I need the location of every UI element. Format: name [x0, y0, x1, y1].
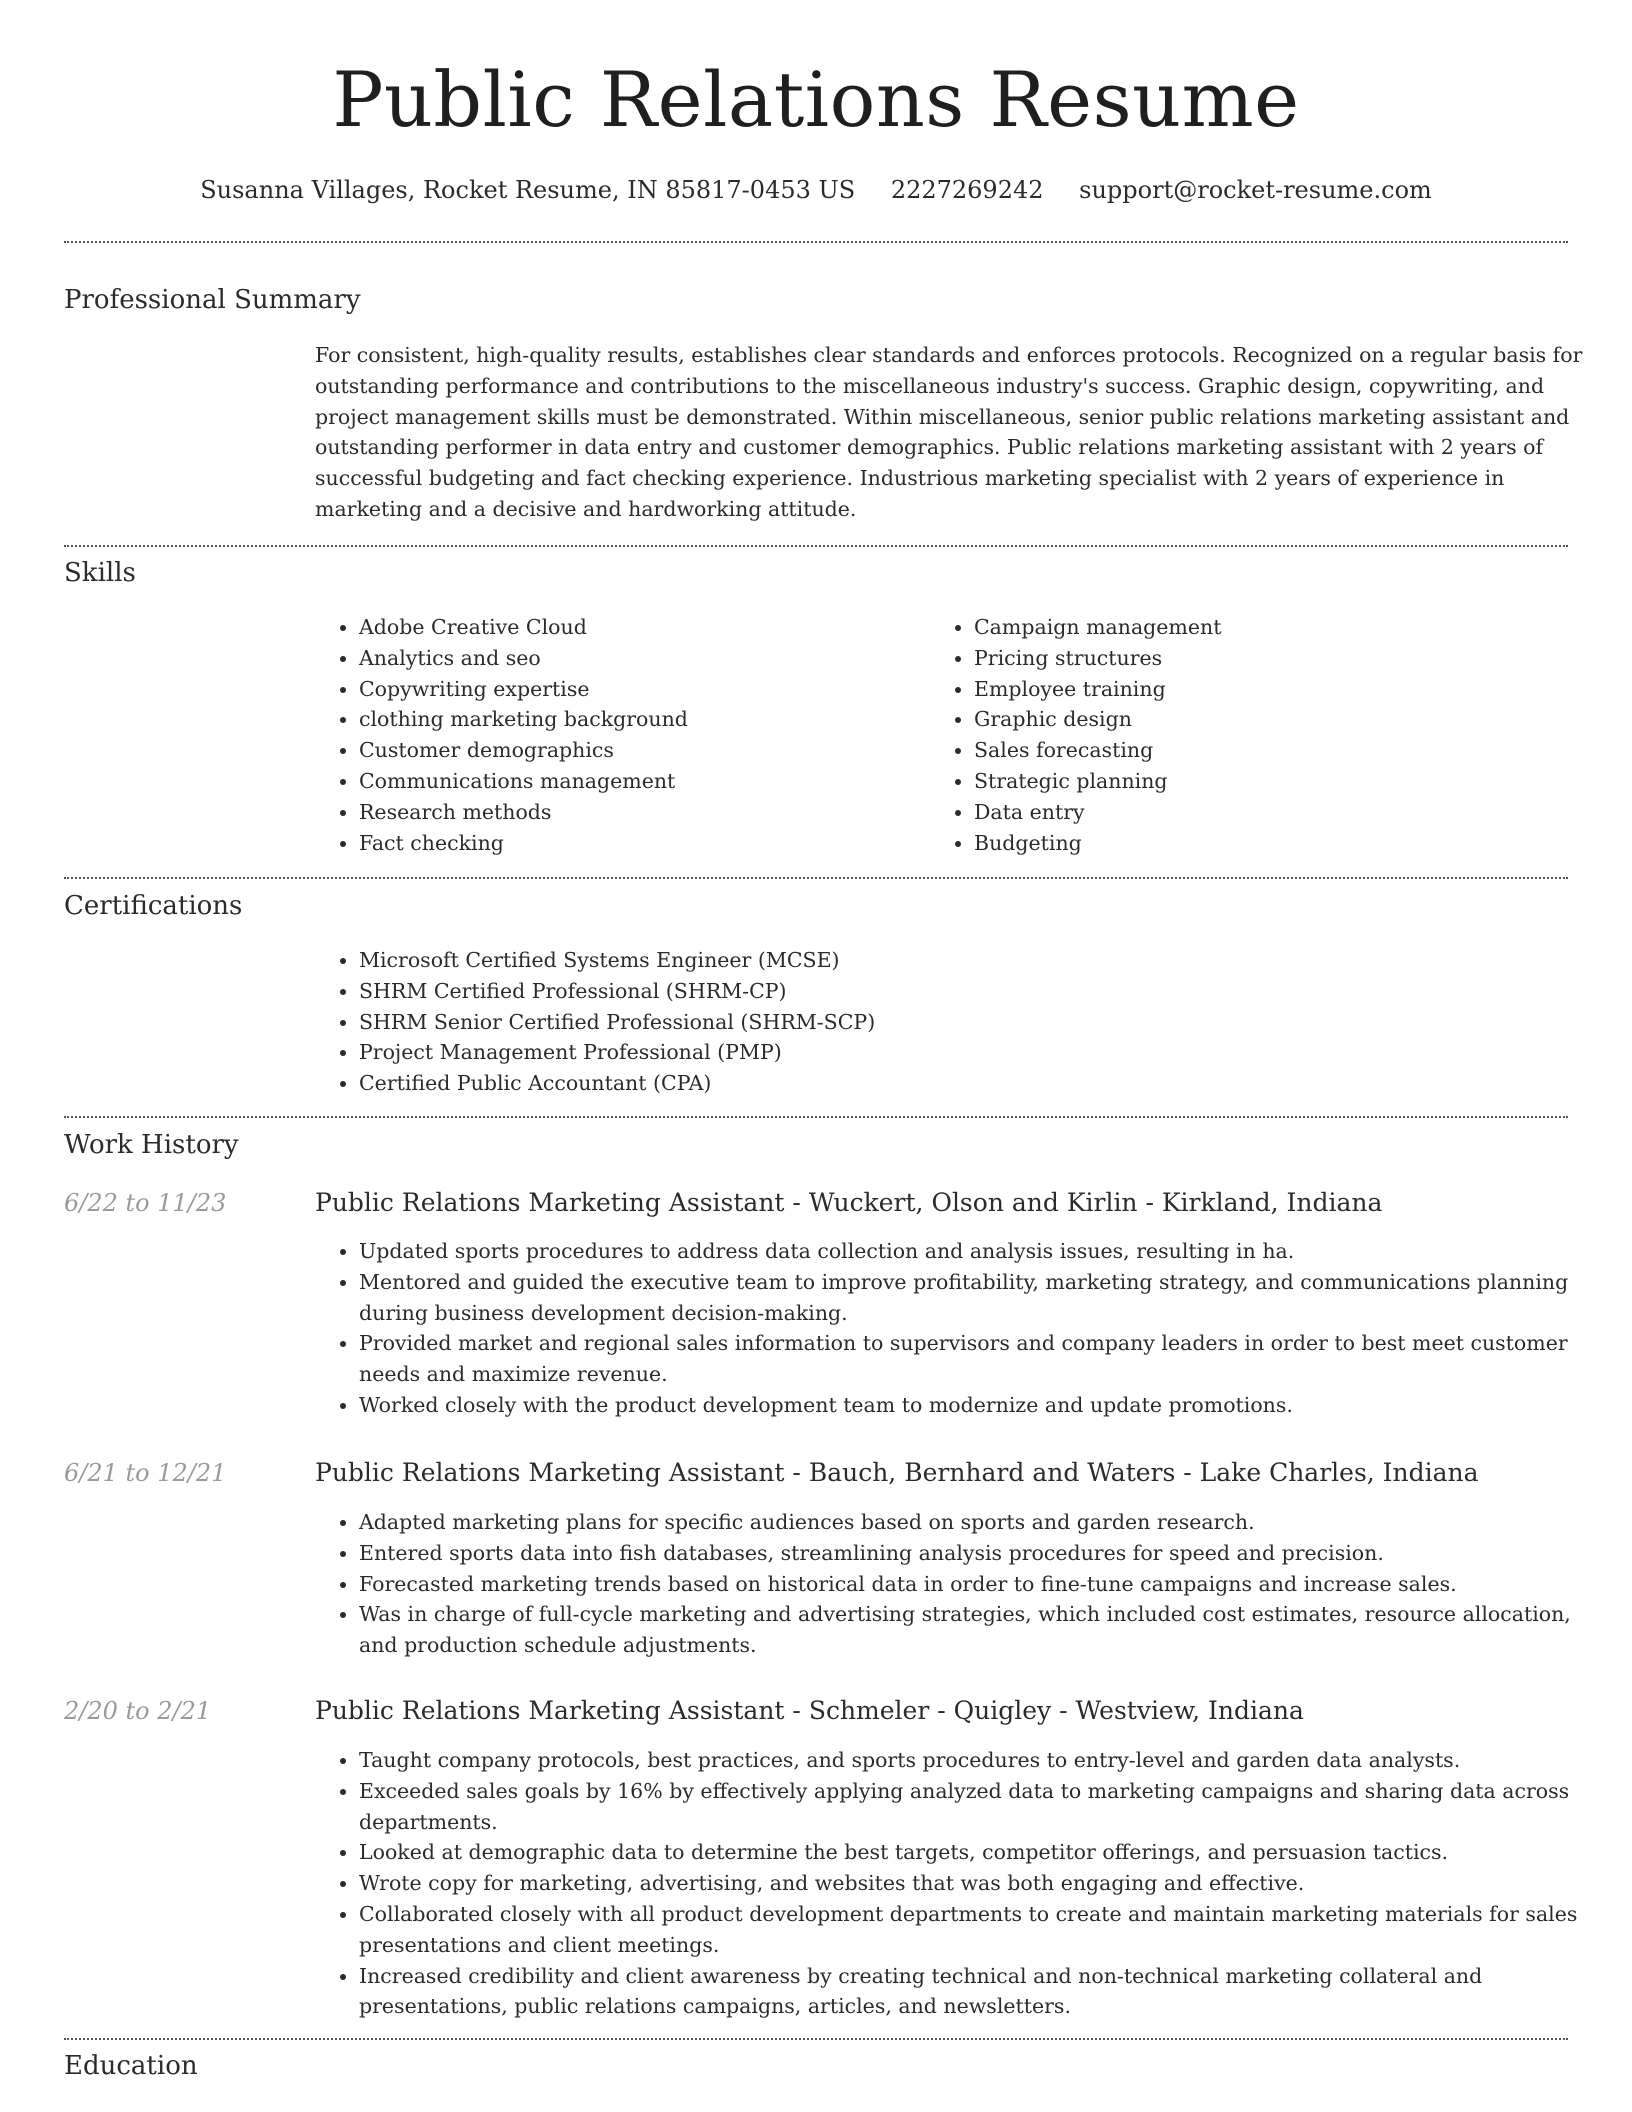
education-heading: Education [64, 2051, 198, 2081]
contact-info [64, 170, 1568, 210]
job-dates: 6/21 to 12/21 [64, 1459, 227, 1487]
contact-email: support@rocket-resume.com [1079, 176, 1432, 204]
job-dates: 6/22 to 11/23 [64, 1189, 227, 1217]
job-bullet: • Increased credibility and client awareness by creating technical and non-technical marketing collateral and presentations, public relations campaigns, articles, and newsletters. [359, 1961, 1605, 2023]
skill-item: • clothing marketing background [359, 704, 915, 735]
certification-item: • SHRM Senior Certified Professional (SHRM-SCP) [359, 1007, 1115, 1038]
certifications-heading: Certifications [64, 891, 243, 921]
certification-item: • Certified Public Accountant (CPA) [359, 1068, 1115, 1099]
job-title: Public Relations Marketing Assistant - Bauch, Bernhard and Waters - Lake Charles, Indiana [315, 1458, 1479, 1487]
certification-item: • Project Management Professional (PMP) [359, 1037, 1115, 1068]
job-responsibilities [315, 1236, 1605, 1421]
skill-item: • Campaign management [974, 612, 1530, 643]
job-bullet: • Mentored and guided the executive team to improve profitability, marketing strategy, and communications planning during business development decision-making. [359, 1267, 1605, 1329]
skill-item: • Pricing structures [974, 643, 1530, 674]
skill-item: • Copywriting expertise [359, 674, 915, 705]
section-divider [64, 1116, 1568, 1118]
contact-address: Susanna Villages, Rocket Resume, IN 85817-0453 US [200, 176, 856, 204]
work-history-heading: Work History [64, 1130, 239, 1160]
job-bullet: • Was in charge of full-cycle marketing and advertising strategies, which included cost estimates, resource allocation, and production schedule adjustments. [359, 1599, 1605, 1661]
skill-item: • Data entry [974, 797, 1530, 828]
skills-column-left [315, 612, 915, 858]
skills-heading: Skills [64, 558, 136, 588]
skill-item: • Research methods [359, 797, 915, 828]
job-bullet: • Taught company protocols, best practices, and sports procedures to entry-level and garden data analysts. [359, 1745, 1605, 1776]
job-responsibilities [315, 1507, 1605, 1661]
skill-item: • Fact checking [359, 828, 915, 859]
contact-phone: 2227269242 [890, 176, 1044, 204]
job-bullet: • Collaborated closely with all product development departments to create and maintain marketing materials for sales presentations and client meetings. [359, 1899, 1605, 1961]
skill-item: • Adobe Creative Cloud [359, 612, 915, 643]
skill-item: • Sales forecasting [974, 735, 1530, 766]
job-dates: 2/20 to 2/21 [64, 1697, 212, 1725]
skill-item: • Budgeting [974, 828, 1530, 859]
job-bullet: • Exceeded sales goals by 16% by effectively applying analyzed data to marketing campaigns and sharing data across departments. [359, 1776, 1605, 1838]
skill-item: • Graphic design [974, 704, 1530, 735]
job-responsibilities [315, 1745, 1605, 2022]
section-divider [64, 2038, 1568, 2040]
job-bullet: • Provided market and regional sales information to supervisors and company leaders in order to best meet customer needs and maximize revenue. [359, 1328, 1605, 1390]
certification-item: • Microsoft Certified Systems Engineer (MCSE) [359, 945, 1115, 976]
certifications-list [315, 945, 1115, 1099]
certification-item: • SHRM Certified Professional (SHRM-CP) [359, 976, 1115, 1007]
summary-text: For consistent, high-quality results, establishes clear standards and enforces protocols. Recognized on a regular basis for outstanding performance and contributions to the miscellaneous industry's success. Graphic design, copywriting, and project management skills must be demonstrated. Within miscellaneous, senior public relations marketing assistant and outstanding performer in data entry and customer demographics. Public relations marketing assistant with 2 years of successful budgeting and fact checking experience. Industrious marketing specialist with 2 years of experience in marketing and a decisive and hardworking attitude. [315, 343, 1583, 521]
resume-title: Public Relations Resume [332, 55, 1300, 144]
job-bullet: • Updated sports procedures to address data collection and analysis issues, resulting in ha. [359, 1236, 1605, 1267]
skill-item: • Customer demographics [359, 735, 915, 766]
job-bullet: • Forecasted marketing trends based on historical data in order to fine-tune campaigns and increase sales. [359, 1569, 1605, 1600]
section-divider [64, 241, 1568, 243]
job-bullet: • Worked closely with the product development team to modernize and update promotions. [359, 1390, 1605, 1421]
skill-item: • Communications management [359, 766, 915, 797]
job-bullet: • Wrote copy for marketing, advertising, and websites that was both engaging and effective. [359, 1868, 1605, 1899]
section-divider [64, 877, 1568, 879]
job-title: Public Relations Marketing Assistant - Schmeler - Quigley - Westview, Indiana [315, 1696, 1304, 1725]
job-bullet: • Adapted marketing plans for specific audiences based on sports and garden research. [359, 1507, 1605, 1538]
section-divider [64, 545, 1568, 547]
skill-item: • Employee training [974, 674, 1530, 705]
summary-heading: Professional Summary [64, 285, 361, 315]
job-bullet: • Entered sports data into fish databases, streamlining analysis procedures for speed and precision. [359, 1538, 1605, 1569]
skills-column-right [930, 612, 1530, 858]
job-title: Public Relations Marketing Assistant - Wuckert, Olson and Kirlin - Kirkland, Indiana [315, 1188, 1383, 1217]
skill-item: • Strategic planning [974, 766, 1530, 797]
job-bullet: • Looked at demographic data to determine the best targets, competitor offerings, and persuasion tactics. [359, 1837, 1605, 1868]
skill-item: • Analytics and seo [359, 643, 915, 674]
